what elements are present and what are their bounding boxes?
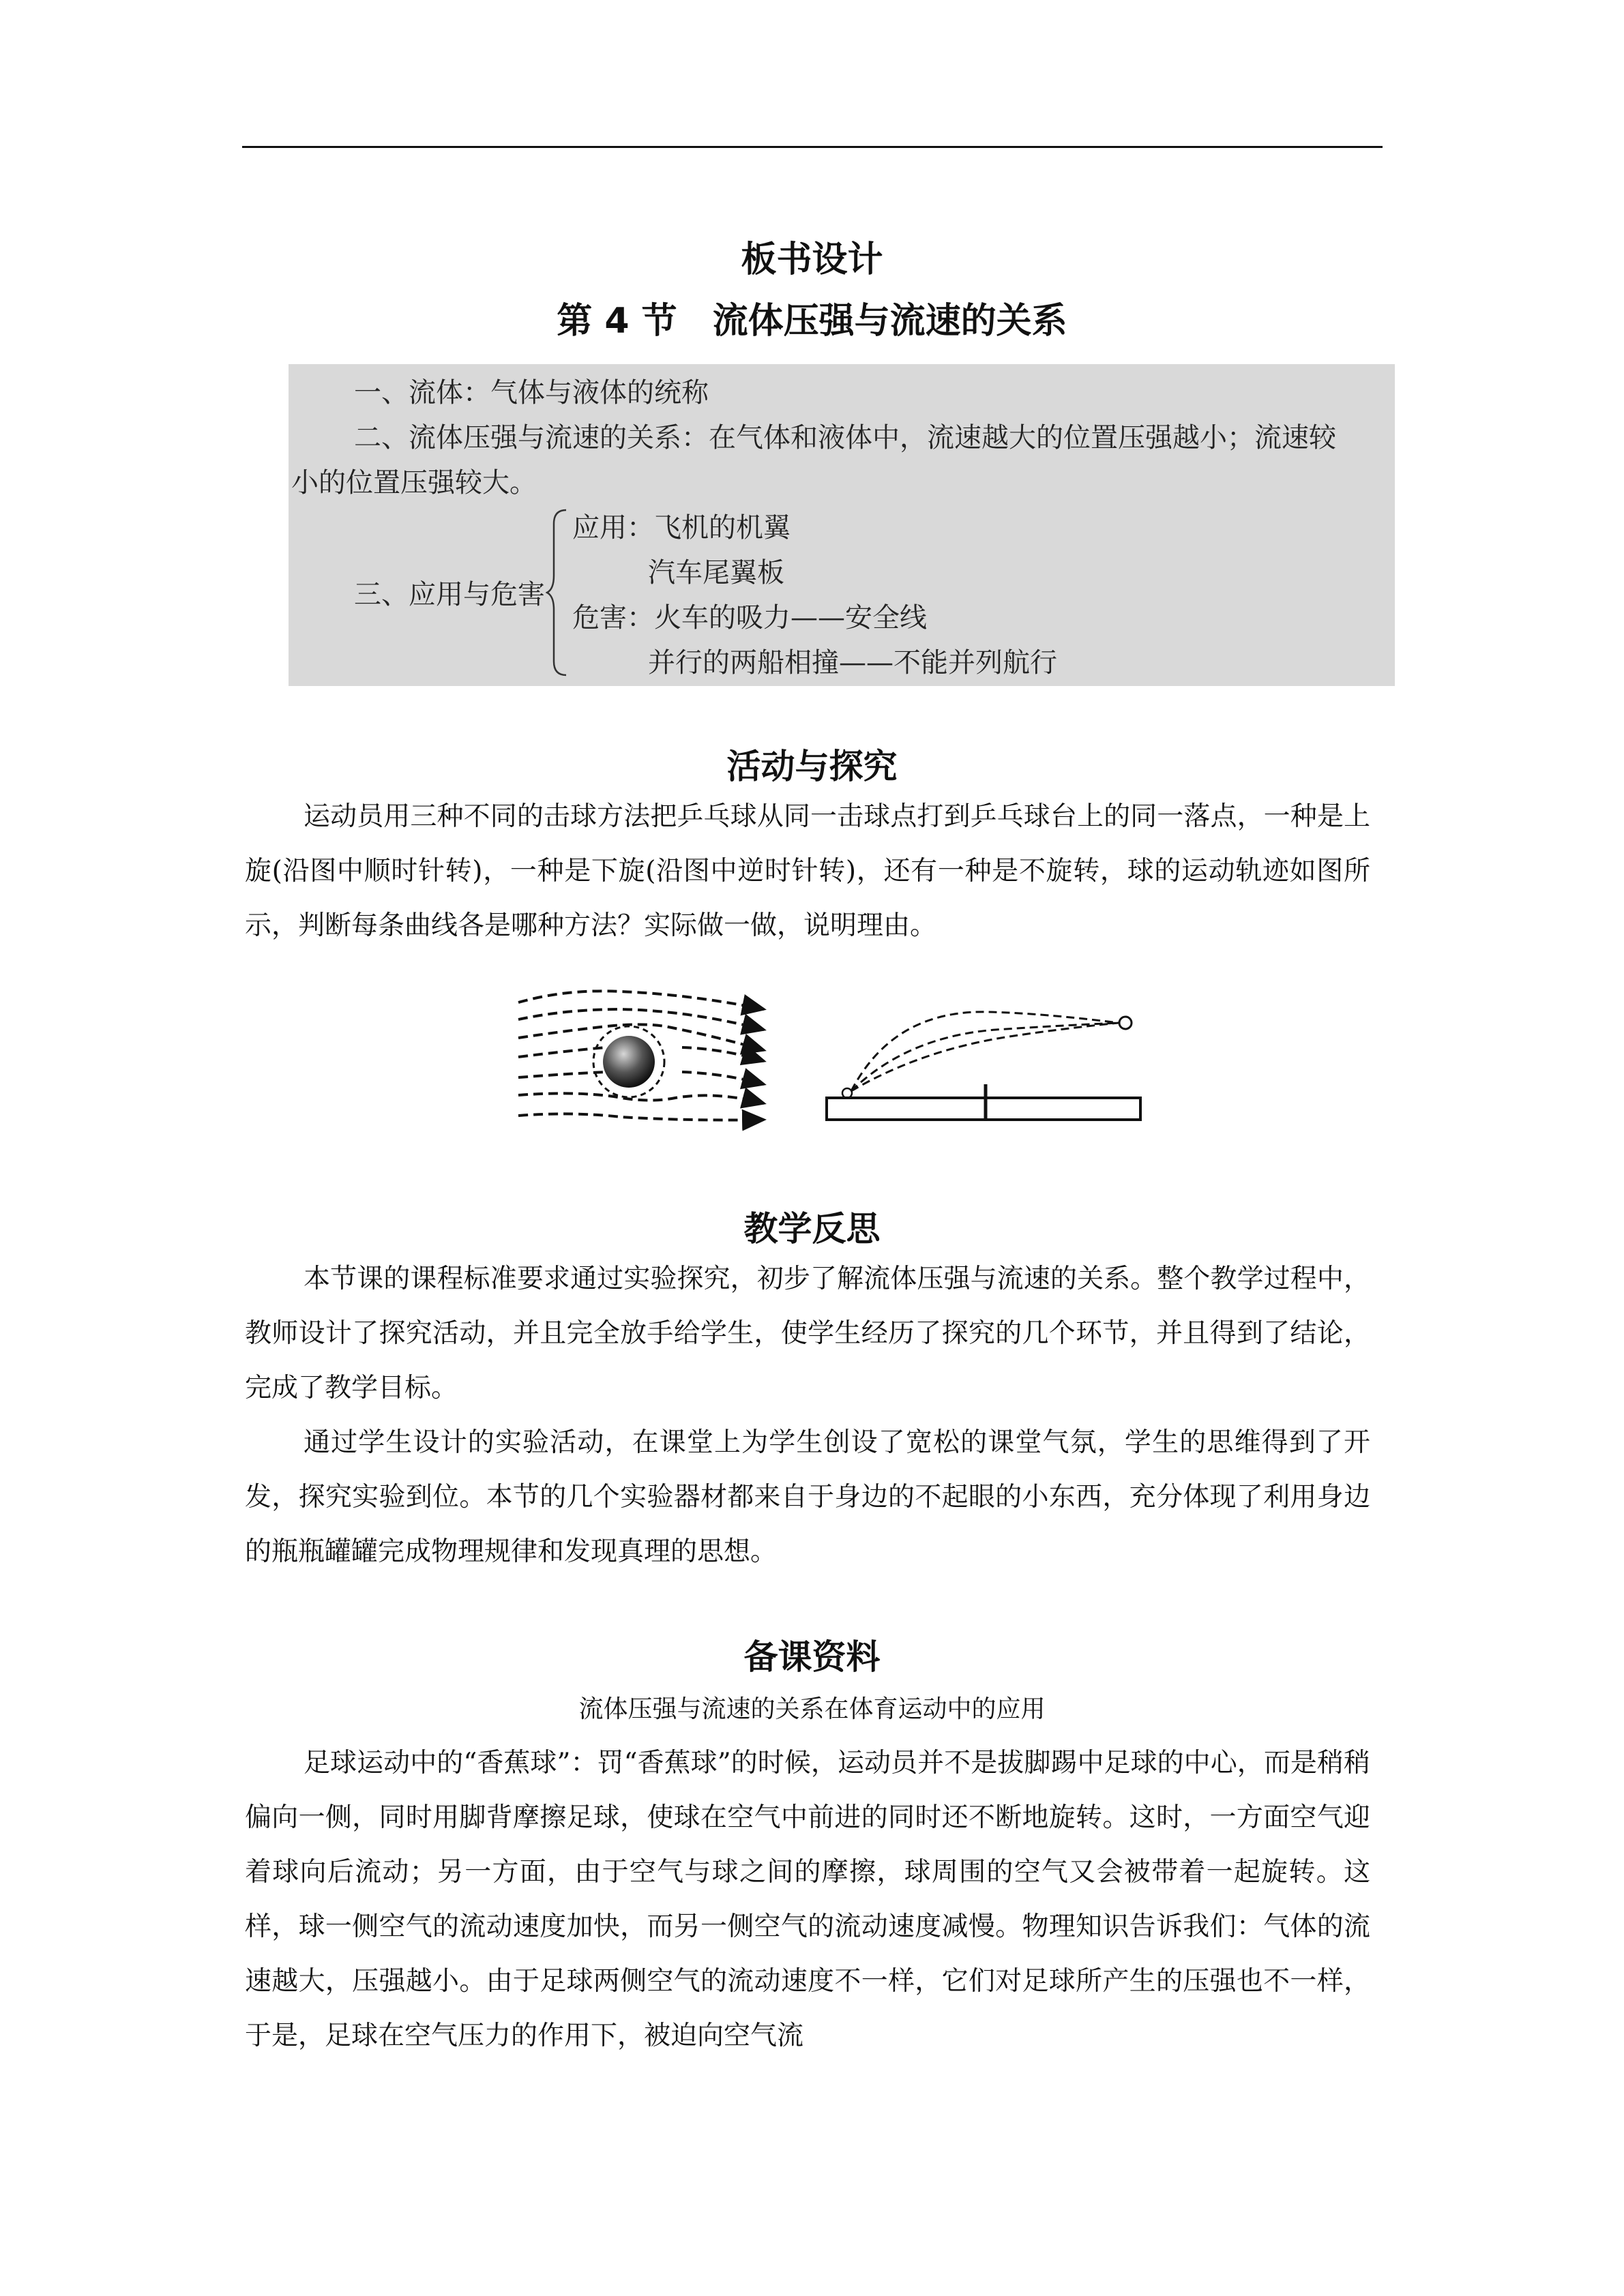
lesson-title: 第 4 节 流体压强与流速的关系 [557,301,1067,342]
application-item-2: 汽车尾翼板 [648,557,784,588]
materials-subtitle: 流体压强与流速的关系在体育运动中的应用 [578,1695,1046,1723]
harm-label: 危害：火车的吸力——安全线 [572,602,927,633]
brace-icon [546,507,569,678]
reflection-paragraph-1: 本节课的课程标准要求通过实验探究，初步了解流体压强与流速的关系。整个教学过程中，教师设计了探究活动，并且完全放手给学生，使学生经历了探究的几个环节，并且得到了结论，完成了教学目标。 [245,1264,1370,1403]
board-line-2b: 小的位置压强较大。 [291,467,537,498]
ping-pong-table [827,1098,1140,1120]
materials-title: 备课资料 [743,1637,881,1677]
board-line-1: 一、流体：气体与液体的统称 [354,377,709,408]
activity-text: 运动员用三种不同的击球方法把乒乓球从同一击球点打到乒乓球台上的同一落点，一种是上旋(沿图中顺时针转)，一种是下旋(沿图中逆时针转)，还有一种是不旋转，球的运动轨迹如图所示，判断每条曲线各是哪种方法？实际做一做，说明理由。 [245,801,1370,941]
trajectories [851,1012,1119,1091]
reflection-title: 教学反思 [743,1209,881,1249]
harm-item-2: 并行的两船相撞——不能并列航行 [648,647,1057,679]
ball-icon [603,1036,655,1088]
header-rule [242,146,1383,148]
board-line-3-label: 三、应用与危害 [354,579,545,610]
landing-ball-icon [1119,1017,1132,1029]
application-label: 应用：飞机的机翼 [572,512,791,543]
activity-title: 活动与探究 [726,747,898,786]
materials-paragraph: 足球运动中的“香蕉球”：罚“香蕉球”的时候，运动员并不是拔脚踢中足球的中心，而是稍稍偏向一侧，同时用脚背摩擦足球，使球在空气中前进的同时还不断地旋转。这时，一方面空气迎着球向后流动；另一方面，由于空气与球之间的摩擦，球周围的空气又会被带着一起旋转。这样，球一侧空气的流动速度加快，而另一侧空气的流动速度减慢。物理知识告诉我们：气体的流速越大，压强越小。由于足球两侧空气的流动速度不一样，它们对足球所产生的压强也不一样，于是，足球在空气压力的作用下，被迫向空气流 [245,1748,1370,2051]
reflection-paragraph-2: 通过学生设计的实验活动，在课堂上为学生创设了宽松的课堂气氛，学生的思维得到了开发，探究实验到位。本节的几个实验器材都来自于身边的不起眼的小东西，充分体现了利用身边的瓶瓶罐罐完成物理规律和发现真理的思想。 [245,1427,1370,1567]
spin-ball-figure [512,982,1153,1139]
hit-ball-icon [842,1088,852,1098]
board-line-2a: 二、流体压强与流速的关系：在气体和液体中，流速越大的位置压强越小；流速较 [354,422,1336,453]
blackboard-summary [289,364,1395,686]
board-heading: 板书设计 [741,239,883,280]
